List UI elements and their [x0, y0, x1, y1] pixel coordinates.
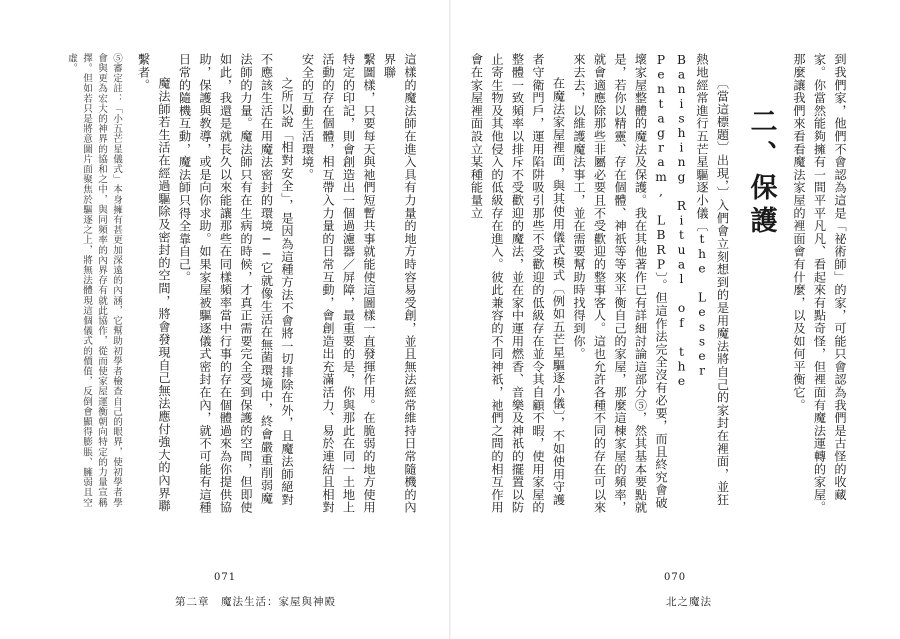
footnote-text: ⑤審定註：「小五芒星儀式」本身擁有甚更加深遠的內涵，它幫助初學者檢查自己的眼界，使初學者學會與更為宏大的神界的協和之中，與同頻率的內界存有就此協作，從而使家屋運衡朝向特定的力量宣稱擇。但如若只是將意圖片面聚焦於驅逐之上，將無法體現這個儀式的價值，反倒會顯得膨脹、臃弱且空虛。: [66, 53, 122, 508]
right-page-body: [469, 53, 850, 516]
page-number: 071: [214, 572, 237, 583]
footnote: [50, 53, 124, 516]
running-head: 第二章 魔法生活：家屋與神殿: [175, 596, 336, 608]
running-head: 北之魔法: [666, 596, 712, 608]
paragraph: 在魔法家屋裡面，與其使用儀式模式〔例如五芒星驅逐小儀〕，不如使用守護者守衛門戶，運用陷阱吸引那些不受歡迎的低級存在並令其自顧不暇，使用家屋的整體一致頻率以排斥不受歡迎的魔法，並在家中運用燃香、音樂及神祇的擺置以防止寄生物及其他侵入的低級存在進入。彼此兼容的不同神祇，祂們之間的相互作用會在家屋裡面設立某種能量立: [469, 53, 566, 514]
left-page-body: [138, 53, 420, 516]
page-number: 070: [664, 572, 687, 583]
paragraph: 這樣的魔法師在進入具有力量的地方時容易受創，並且無法經常維持日常隨機的內界聯: [382, 53, 417, 514]
section-heading: 二、保護: [745, 107, 777, 239]
paragraph: 〔當這標題〕出現，〕入們會立刻想到的是用魔法將自己的家封在裡面，並狂熱地經常進行五芒星驅逐小儀〔the Lesser Banishing Ritual of the Pentagram, LBRP〕。但這作法完全沒有必要，而且終究會破壞家屋整體的魔法及保護。我在其他著作已有詳細討論這部分⑤，然其基本要點就是，若你以精靈、存在個體、神祇等等來平衡自己的家屋，那麼這棟家屋的頻率，就會適應除那些非屬必要且不受歡迎的整事客人。這也允許各種不同的存在可以來來去去，以維護魔法事工，並在需要幫助時找得到你。: [572, 53, 730, 514]
paragraph: 魔法師若生活在經過驅除及密封的空間，將會發現自己無法應付強大的內界聯繫者。: [136, 53, 171, 513]
paragraph: 繫圖樣，只要每天與祂們短暫共事就能使這圖樣一直發揮作用。在脆弱的地方使用特定的印記，則會創造出一個過濾器／屏障，最重要的是，你與那此在同一土地上活動的存在個體，相互帶入力量的日常互動，會創造出充滿活力、易於連結且相對安全的互動生活環境。: [300, 53, 376, 514]
paragraph: 之所以說「相對安全」，是因為這種方法不會將一切排除在外，且魔法師絕對不應該生活在用魔法密封的環境──它就像生活在無菌環境中，終會嚴重削弱魔法師的力量。魔法師只有在生病的時候，才真正需要完全受到保護的空間，但即使如此，我還是就長久以來能讓那些在同樣頻率當中行事的存在個體過來為你提供協助，保護與教導，或是向你求助。如果家屋被驅逐儀式密封在內，就不可能有這種日常的隨機互動，魔法師只得全靠自己。: [177, 53, 294, 514]
paragraph: 到我們家，他們不會認為這是「祕術師」的家，可能只會認為我們是古怪的收藏家。你當然能夠擁有一間平平凡凡、看起來有點奇怪，但裡面有魔法運轉的家屋。那麼讓我們來看看魔法家屋的裡面會有什麼，以及如何平衡它。: [792, 53, 847, 514]
